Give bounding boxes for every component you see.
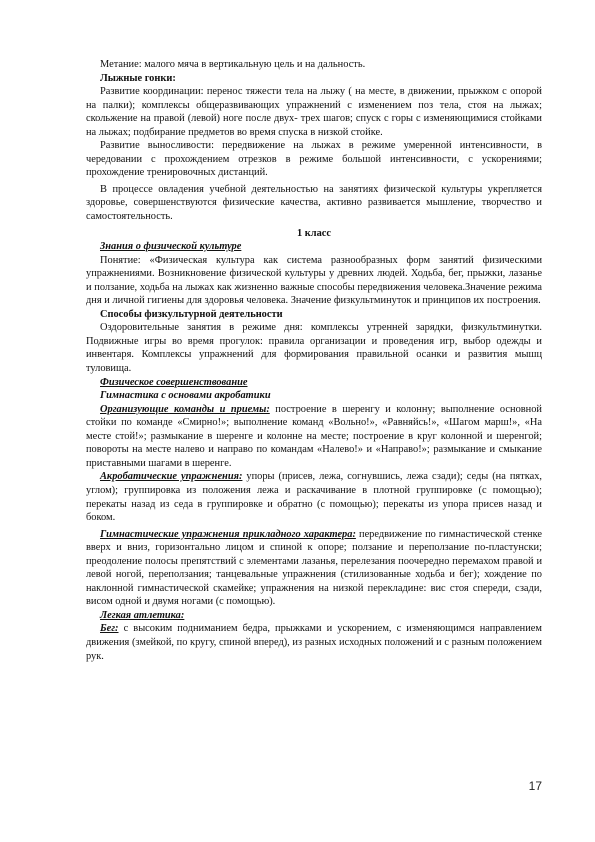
paragraph-akrobaticheskie — [86, 470, 542, 524]
heading-fiz-sovershenstvovanie: Физическое совершенствование — [100, 376, 248, 388]
paragraph-koordinaciya: Развитие координации: перенос тяжести тела на лыжу ( на месте, в движении, прыжком с опорой на палки); комплексы общеразвивающих упражнений с изменением поз тела, стоя на лыжах; скольжение на правой (левой) ноге после двух- трех шагов; спуск с горы с изменяющимися стойками на лыжах; подбирание предметов во время спуска в низкой стойке. — [86, 86, 542, 138]
heading-legkaya-atletika: Легкая атлетика: — [100, 609, 185, 621]
text-akrobaticheskie: упоры (присев, лежа, согнувшись, лежа сзади); седы (на пятках, углом); группировка из положения лежа и раскачивание в плотной группировке (с помощью); перекаты назад из седа в группировке и обратно (с помощью); перекаты из упора присев назад и боком. — [86, 471, 542, 524]
page-number: 17 — [528, 779, 542, 793]
text-organizuyushchie: построение в шеренгу и колонну; выполнение основной стойки по команде «Смирно!»; выполнение команд «Вольно!», «Равняйсь!», «Шагом марш!», «На месте стой!»; размыкание в шеренге и колонне на месте; построение в круг колонной и шеренгой; повороты на месте налево и направо по командам «Налево!» и «Направо!»; размыкание и смыкание приставными шагами в шеренге. — [86, 403, 542, 469]
paragraph-process: В процессе овладения учебной деятельностью на занятиях физической культуры укрепляется здоровье, совершенствуются физические качества, активно развивается мышление, творчество и самостоятельность. — [86, 183, 542, 223]
heading-sposoby: Способы физкультурной деятельности — [100, 308, 283, 320]
lead-beg: Бег: — [100, 623, 119, 635]
paragraph-beg — [86, 622, 542, 663]
text-beg: с высоким подниманием бедра, прыжками и ускорением, с изменяющимся направлением движения (змейкой, по кругу, спиной вперед), из разных исходных положений и с разным положением рук. — [86, 623, 542, 662]
paragraph-organizuyushchie — [86, 403, 542, 471]
paragraph-ponyatie: Понятие: «Физическая культура как система разнообразных форм занятий физическими упражнениями. Возникновение физической культуры у древних людей. Ходьба, бег, прыжки, лазанье и ползание, ходьба на лыжах как жизненно важные способы передвижения человека.Значение режима дня и личной гигиены для здоровья человека. Значение физкультминуток и принципов их построения. — [86, 254, 542, 307]
paragraph-prikladnye — [86, 528, 542, 609]
page-content — [86, 58, 542, 663]
paragraph-ozdorov: Оздоровительные занятия в режиме дня: комплексы утренней зарядки, физкультминутки. Подвижные игры во время прогулок: правила организации и проведения игр, выбор одежды и инвентаря. Комплексы упражнений для формирования правильной осанки и развития мышц туловища. — [86, 322, 542, 375]
lead-organizuyushchie: Организующие команды и приемы: — [100, 403, 270, 415]
heading-gimnastika: Гимнастика с основами акробатики — [100, 390, 271, 402]
heading-lyzhnye-gonki: Лыжные гонки: — [100, 72, 176, 84]
lead-prikladnye: Гимнастические упражнения прикладного характера: — [100, 528, 356, 540]
paragraph-metanie: Метание: малого мяча в вертикальную цель и на дальность. — [100, 59, 366, 70]
lead-akrobaticheskie: Акробатические упражнения: — [100, 471, 243, 483]
text-prikladnye: передвижение по гимнастической стенке вверх и вниз, горизонтально лицом и спиной к опоре; ползание и переползание по-пластунски; преодоление полосы препятствий с элементами лазанья, перелезания поочередно перемахом правой и левой ногой, переползания; танцевальные упражнения (стилизованные ходьба и бег); хождение по наклонной гимнастической скамейке; упражнения на низкой перекладине: вис стоя спереди, сзади, висом одной и двумя ногами (с помощью). — [86, 528, 543, 608]
heading-znaniya: Знания о физической культуре — [100, 241, 242, 253]
heading-class: 1 класс — [296, 227, 332, 239]
paragraph-vynoslivost: Развитие выносливости: передвижение на лыжах в режиме умеренной интенсивности, в чередовании с прохождением отрезков в режиме большой интенсивности, с ускорениями; прохождение тренировочных дистанций. — [86, 140, 542, 179]
